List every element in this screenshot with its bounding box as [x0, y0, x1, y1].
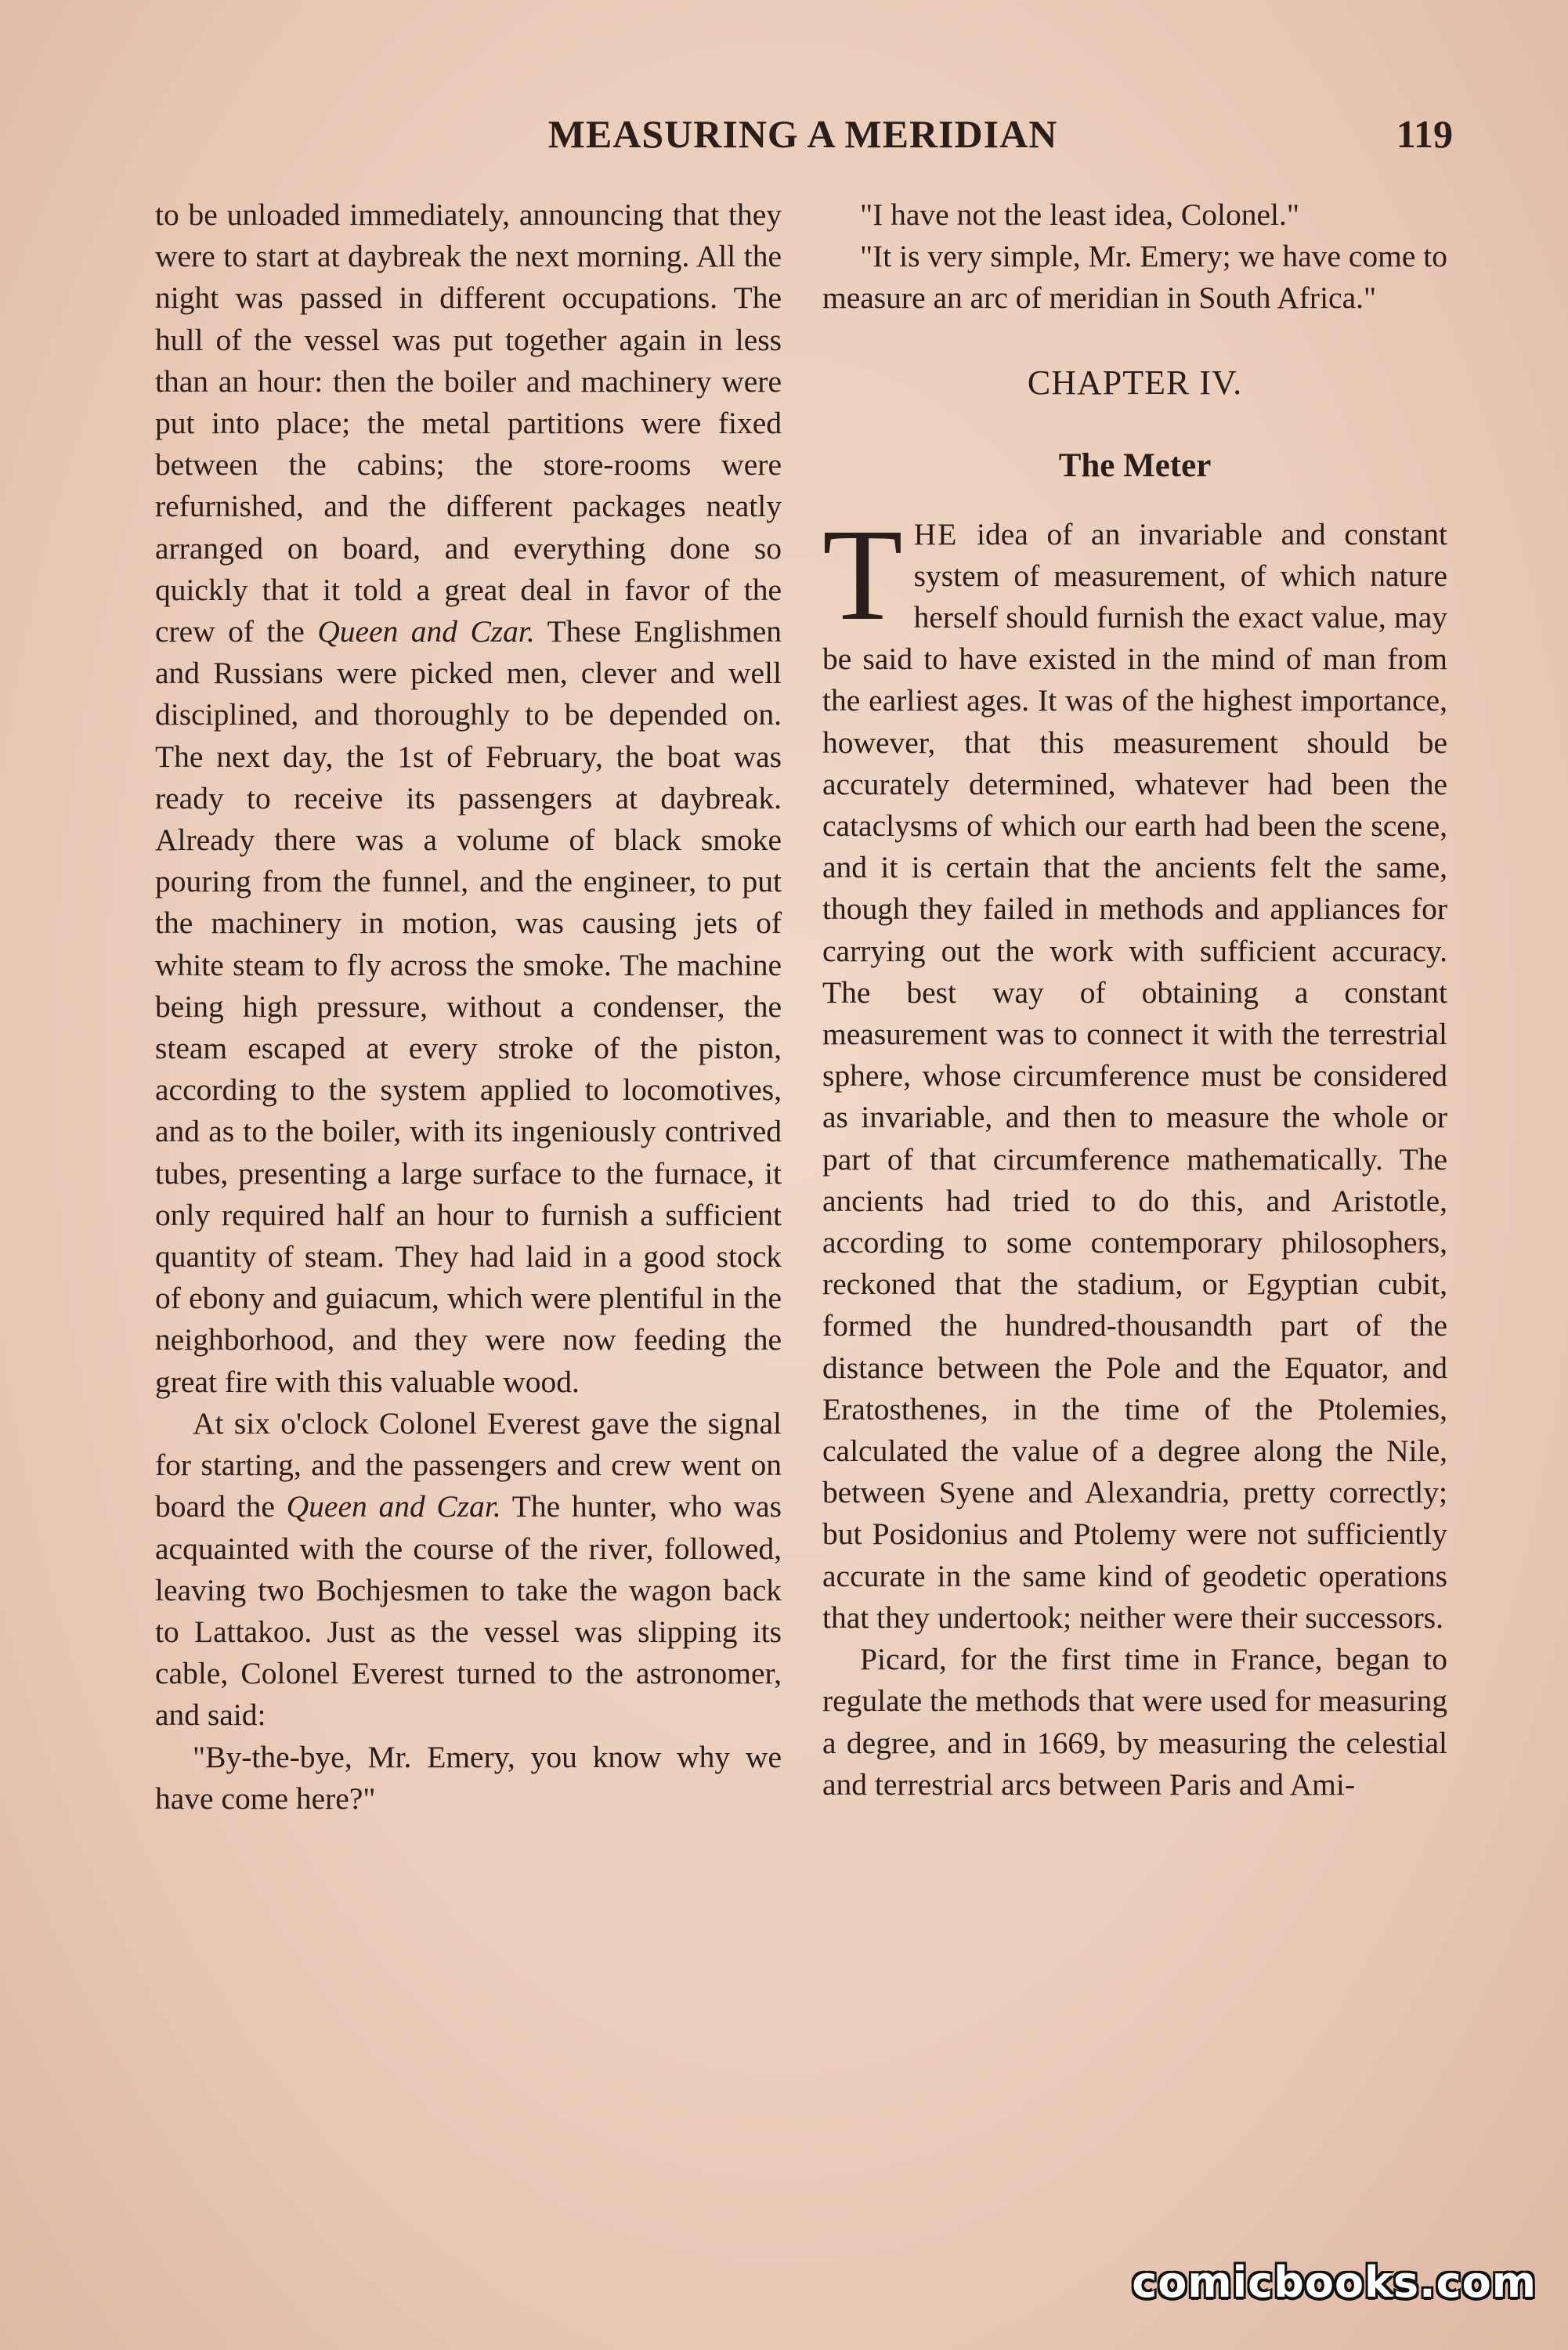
dialogue-1: "I have not the least idea, Colonel." [860, 197, 1299, 232]
text: The hunter, who was acquainted with the course of the river, followed, leaving two Bochjesmen to take the wagon back to Lattakoo. Just as the vessel was slipping its cable, Colonel Everest turned to the astronomer, and said: [155, 1489, 782, 1733]
ship-name: Queen and Czar. [317, 614, 535, 649]
paragraph-picard: Picard, for the first time in France, began to regulate the methods that were used for measuring a degree, and in 1669, by measuring the celestial and terrestrial arcs between Paris and Ami- [822, 1642, 1447, 1802]
text: idea of an invariable and constant system of measurement, of which nature herself should furnish the exact value, may be said to have existed in the mind of man from the earliest ages. It was of the highest importance, however, that this measurement should be accurately determined, whatever had been the cataclysms of which our earth had been the scene, and it is certain that the ancients felt the same, though they failed in methods and appliances for carrying out the work with sufficient accuracy. The best way of obtaining a constant measurement was to connect it with the terrestrial sphere, whose circumference must be considered as invariable, and then to measure the whole or part of that circumference mathematically. The ancients had tried to do this, and Aristotle, according to some contemporary philosophers, reckoned that the stadium, or Egyptian cubit, formed the hundred-thousandth part of the distance between the Pole and the Equator, and Eratosthenes, in the time of the Ptolemies, calculated the value of a degree along the Nile, between Syene and Alexandria, pretty correctly; but Posidonius and Ptolemy were not sufficiently accurate in the same kind of geodetic operations that they undertook; neither were their successors. [822, 516, 1447, 1635]
text: to be unloaded immediately, announcing that they were to start at daybreak the next morning. All the night was passed in different occupations. The hull of the vessel was put together again in less than an hour: then the boiler and machinery were put into place; the metal partitions were fixed between the cabins; the store-rooms were refurnished, and the different packages neatly arranged on board, and everything done so quickly that it told a great deal in favor of the crew of the [155, 197, 782, 649]
left-column [155, 194, 782, 1820]
paragraph-1 [155, 194, 782, 1403]
running-title: MEASURING A MERIDIAN [547, 112, 1058, 156]
section-title: The Meter [1058, 446, 1212, 484]
running-head [153, 111, 1453, 166]
dialogue-2: "It is very simple, Mr. Emery; we have come to measure an arc of meridian in South Africa." [822, 239, 1447, 316]
paragraph-2 [155, 1403, 782, 1737]
paragraph-meter [822, 501, 1447, 1639]
text: At six o'clock Colonel Everest gave the signal for starting, and the passengers and crew went on board the [155, 1405, 782, 1524]
drop-cap: T [822, 501, 903, 648]
ship-name: Queen and Czar. [286, 1489, 501, 1524]
text: These Englishmen and Russians were picked men, clever and well disciplined, and thoroughly to be depended on. The next day, the 1st of February, the boat was ready to receive its passengers at daybreak. Already there was a volume of black smoke pouring from the funnel, and the engineer, to put the machinery in motion, was causing jets of white steam to fly across the smoke. The machine being high pressure, without a condenser, the steam escaped at every stroke of the piston, according to the system applied to locomotives, and as to the boiler, with its ingeniously contrived tubes, presenting a large surface to the furnace, it only required half an hour to furnish a sufficient quantity of steam. They had laid in a good stock of ebony and guiacum, which were plentiful in the neighborhood, and they were now feeding the great fire with this valuable wood. [155, 614, 782, 1399]
watermark-logo: comicbooks.com [1132, 2258, 1537, 2307]
right-column [822, 194, 1447, 1806]
chapter-heading: CHAPTER IV. [1027, 363, 1243, 402]
page-number: 119 [1396, 112, 1453, 156]
paragraph-3: "By-the-bye, Mr. Emery, you know why we have come here?" [155, 1739, 782, 1816]
small-caps: HE [913, 516, 959, 551]
